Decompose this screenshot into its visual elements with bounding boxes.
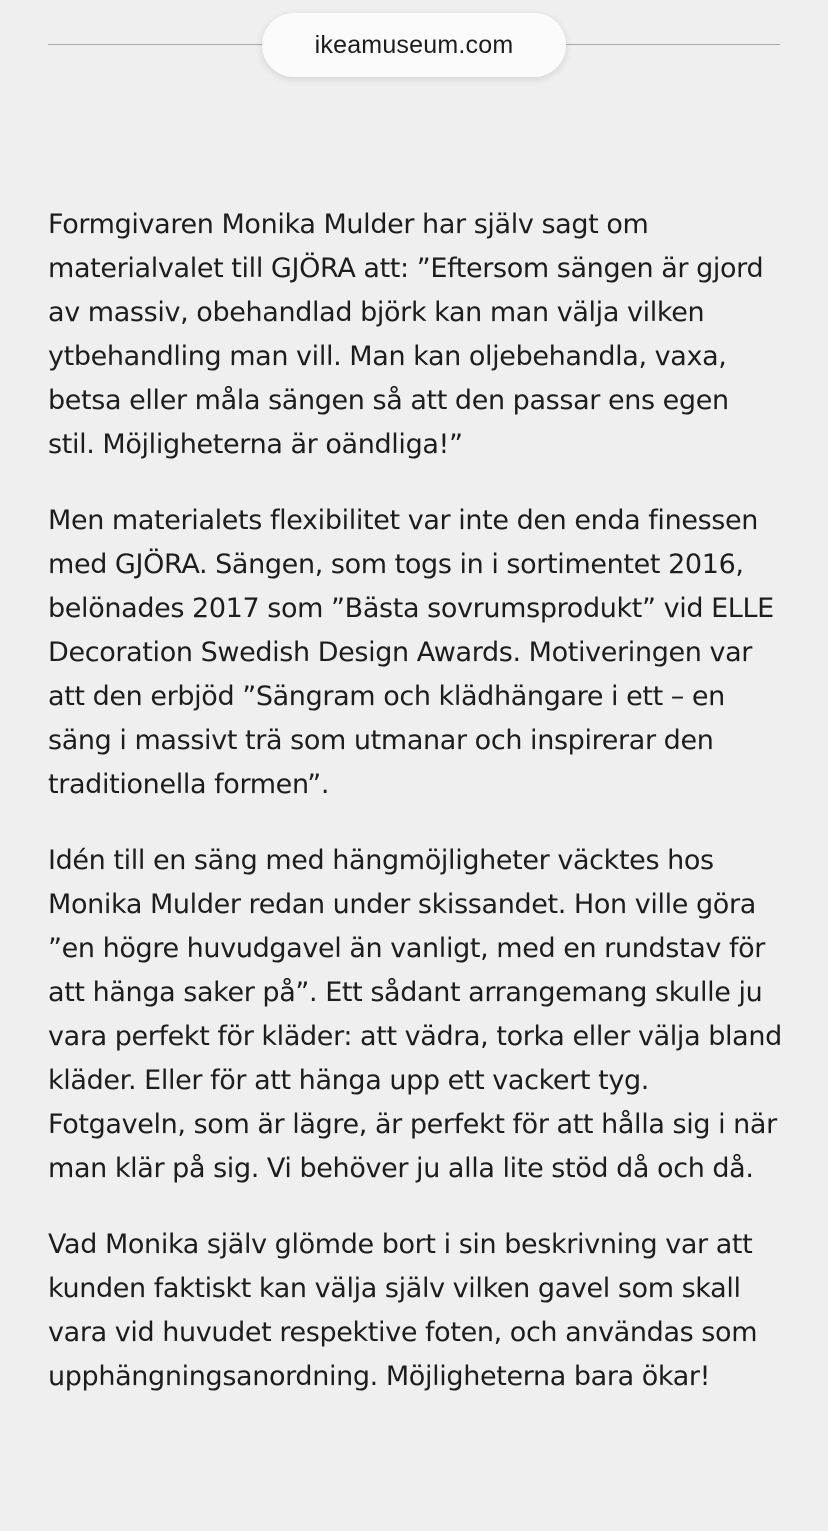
browser-top-bar [0, 0, 828, 95]
article-body [48, 203, 783, 1431]
paragraph-2: Men materialets flexibilitet var inte den enda finessen med GJÖRA. Sängen, som togs in i sortimentet 2016, belönades 2017 som ”Bästa sovrumsprodukt” vid ELLE Decoration Swedish Design Awards. Motiveringen var att den erbjöd ”Sängram och klädhängare i ett – en säng i massivt trä som utmanar och inspirerar den traditionella formen”. [48, 505, 774, 800]
paragraph-4: Vad Monika själv glömde bort i sin beskrivning var att kunden faktiskt kan välja själv vilken gavel som skall vara vid huvudet respektive foten, och användas som upphängningsanordning. Möjligheterna bara ökar! [48, 1229, 758, 1392]
divider-right [564, 44, 780, 45]
paragraph-3: Idén till en säng med hängmöjligheter väcktes hos Monika Mulder redan under skissandet. Hon ville göra ”en högre huvudgavel än vanligt, med en rundstav för att hänga saker på”. Ett sådant arrangemang skulle ju vara perfekt för kläder: att vädra, torka eller välja bland kläder. Eller för att hänga upp ett vackert tyg. Fotgaveln, som är lägre, är perfekt för att hålla sig i när man klär på sig. Vi behöver ju alla lite stöd då och då. [48, 845, 782, 1184]
paragraph-1: Formgivaren Monika Mulder har själv sagt om materialvalet till GJÖRA att: ”Eftersom sängen är gjord av massiv, obehandlad björk kan man välja vilken ytbehandling man vill. Man kan oljebehandla, vaxa, betsa eller måla sängen så att den passar ens egen stil. Möjligheterna är oändliga!” [48, 209, 764, 460]
url-text: ikeamuseum.com [314, 30, 514, 59]
divider-left [48, 44, 264, 45]
url-bar[interactable] [262, 13, 566, 77]
